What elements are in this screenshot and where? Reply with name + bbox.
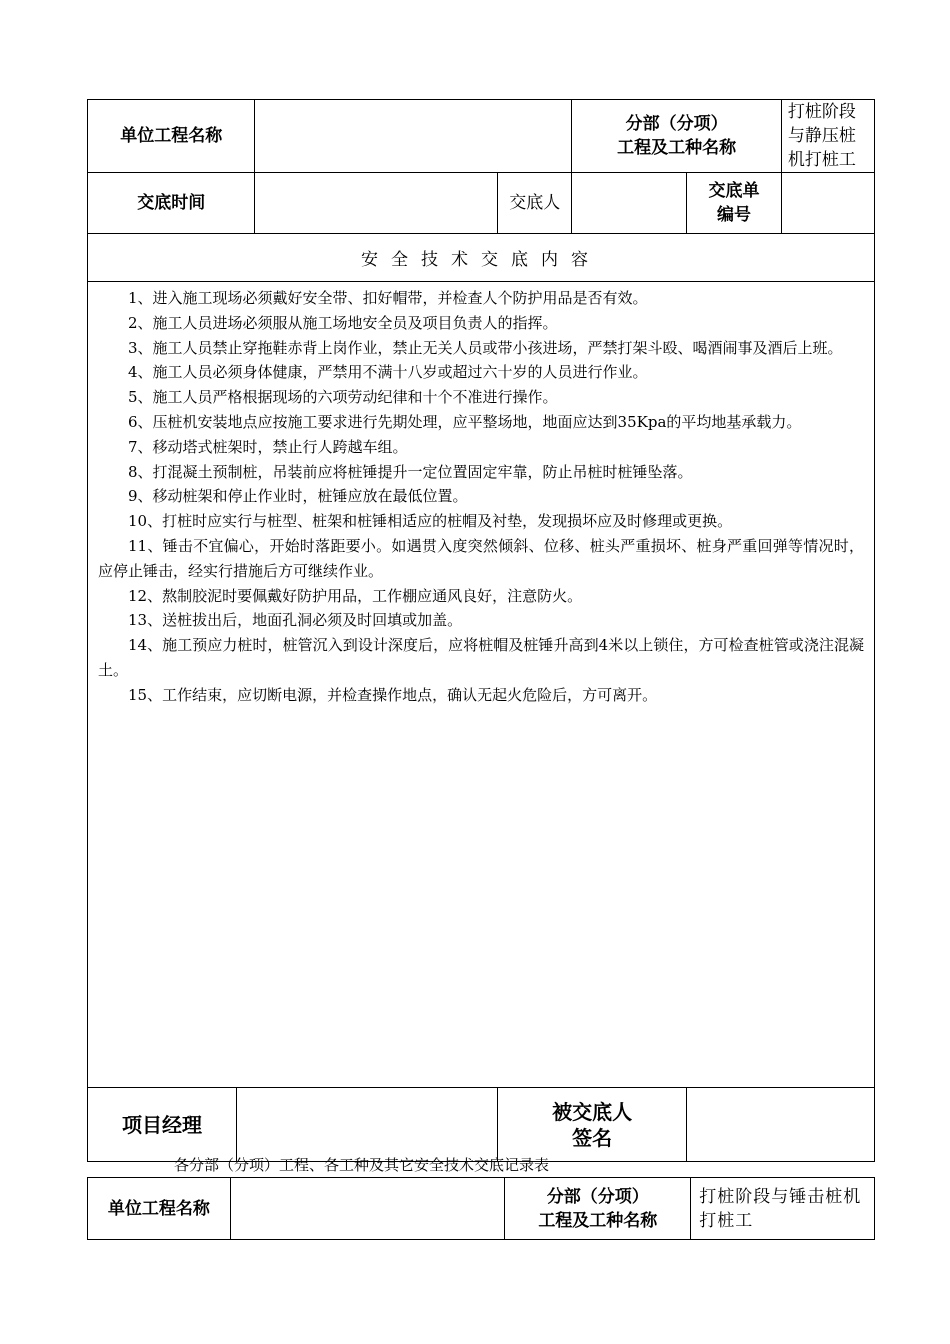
content-items	[98, 286, 864, 708]
division-value-2: 打桩阶段与锤击桩机打桩工	[699, 1186, 862, 1231]
division-label-line2-2: 工程及工种名称	[538, 1210, 658, 1231]
division-label-line1: 分部（分项）	[625, 114, 728, 134]
time-label-cell	[88, 173, 255, 234]
division-label-cell	[572, 100, 782, 173]
manager-value	[237, 1115, 245, 1135]
content-item: 7、移动塔式桩架时，禁止行人跨越车组。	[128, 437, 408, 456]
discloser-label-cell	[498, 173, 572, 234]
content-item: 11、锤击不宜偏心，开始时落距要小。如遇贯入度突然倾斜、位移、桩头严重损坏、桩身严重回弹等情况时，应停止锤击，经实行措施后方可继续作业。	[98, 536, 864, 580]
content-item: 10、打桩时应实行与桩型、桩架和桩锤相适应的桩帽及衬垫，发现损坏应及时修理或更换。	[128, 512, 733, 531]
content-item: 13、送桩拔出后，地面孔洞必须及时回填或加盖。	[128, 611, 463, 630]
content-item: 1、进入施工现场必须戴好安全带、扣好帽带，并检查人个防护用品是否有效。	[128, 289, 648, 307]
content-item: 9、移动桩架和停止作业时，桩锤应放在最低位置。	[128, 487, 468, 506]
number-label-cell	[687, 173, 782, 234]
time-label: 交底时间	[137, 193, 206, 213]
number-label-line1: 交底单	[708, 181, 760, 201]
disclosure-form-2	[87, 1177, 875, 1240]
form-caption: 各分部（分项）工程、各工种及其它安全技术交底记录表	[174, 1156, 550, 1174]
unit-project-value	[255, 126, 263, 146]
recipient-label-line1: 被交底人	[552, 1099, 633, 1124]
content-item: 3、施工人员禁止穿拖鞋赤背上岗作业，禁止无关人员或带小孩进场，严禁打架斗殴、喝酒闹事及酒后上班。	[128, 338, 843, 357]
content-cell	[88, 282, 875, 1088]
number-label-line2: 编号	[717, 205, 752, 225]
section-title-cell	[88, 234, 875, 282]
content-item: 4、施工人员必须身体健康，严禁用不满十八岁或超过六十岁的人员进行作业。	[128, 363, 648, 382]
unit-project-label: 单位工程名称	[120, 126, 223, 146]
manager-value-cell[interactable]	[237, 1088, 498, 1162]
division-value: 打桩阶段与静压桩机打桩工	[787, 102, 856, 170]
number-value	[782, 193, 790, 213]
section-title: 安全技术交底内容	[361, 250, 601, 270]
content-item: 8、打混凝土预制桩，吊装前应将桩锤提升一定位置固定牢靠，防止吊桩时桩锤坠落。	[128, 462, 693, 481]
content-item: 5、施工人员严格根据现场的六项劳动纪律和十个不准进行操作。	[128, 388, 558, 407]
division-label-line1-2: 分部（分项）	[546, 1186, 649, 1207]
unit-project-value-2	[231, 1199, 239, 1219]
recipient-value	[687, 1115, 695, 1135]
manager-label: 项目经理	[122, 1112, 202, 1137]
discloser-label: 交底人	[509, 193, 561, 213]
unit-project-value-cell-2[interactable]	[230, 1178, 505, 1240]
discloser-value	[572, 193, 580, 213]
unit-project-label-cell-2	[88, 1178, 231, 1240]
content-item: 6、压桩机安装地点应按施工要求进行先期处理，应平整场地，地面应达到35Kpa的平均地基承载力。	[128, 412, 802, 431]
division-value-cell-2[interactable]	[691, 1178, 875, 1240]
division-value-cell[interactable]	[781, 100, 874, 173]
content-item: 12、熬制胶泥时要佩戴好防护用品，工作棚应通风良好，注意防火。	[128, 586, 583, 605]
unit-project-label-2: 单位工程名称	[107, 1198, 210, 1219]
disclosure-form-1	[87, 99, 875, 1162]
division-label-line2: 工程及工种名称	[617, 138, 737, 158]
content-item: 14、施工预应力桩时，桩管沉入到设计深度后，应将桩帽及桩锤升高到4米以上锁住，方可检查桩管或浇注混凝土。	[98, 636, 864, 679]
division-label-cell-2	[505, 1178, 691, 1240]
content-item: 15、工作结束，应切断电源，并检查操作地点，确认无起火危险后，方可离开。	[128, 685, 658, 704]
number-value-cell[interactable]	[781, 173, 874, 234]
content-item: 2、施工人员进场必须服从施工场地安全员及项目负责人的指挥。	[128, 313, 558, 332]
unit-project-value-cell[interactable]	[255, 100, 572, 173]
time-value-cell[interactable]	[255, 173, 498, 234]
recipient-label-cell	[498, 1088, 687, 1162]
time-value	[255, 193, 263, 213]
discloser-value-cell[interactable]	[572, 173, 687, 234]
manager-label-cell	[88, 1088, 237, 1162]
recipient-value-cell[interactable]	[687, 1088, 875, 1162]
recipient-label-line2: 签名	[572, 1125, 613, 1150]
unit-project-label-cell	[88, 100, 255, 173]
